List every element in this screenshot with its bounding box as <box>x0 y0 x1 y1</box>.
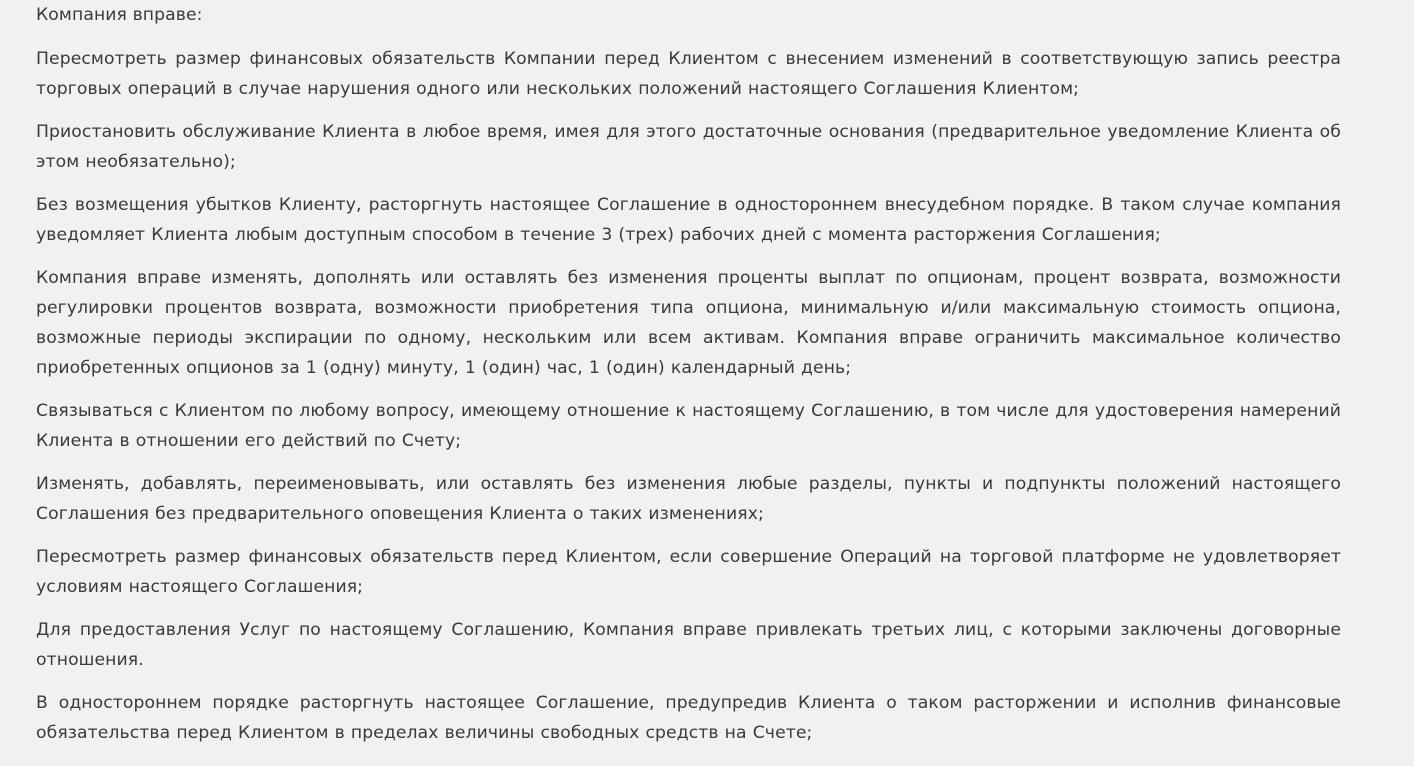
clause-9: В одностороннем порядке расторгнуть настоящее Соглашение, предупредив Клиента о таком расторжении и исполнив финансовые обязательства перед Клиентом в пределах величины свободных средств на Счете; <box>36 693 1341 743</box>
clause-1: Пересмотреть размер финансовых обязательств Компании перед Клиентом с внесением изменений в соответствующую запись реестра торговых операций в случае нарушения одного или нескольких положений настоящего Соглашения Клиентом; <box>36 49 1341 99</box>
clause-4: Компания вправе изменять, дополнять или оставлять без изменения проценты выплат по опционам, процент возврата, возможности регулировки процентов возврата, возможности приобретения типа опциона, минимальную и/или максимальную стоимость опциона, возможные периоды экспирации по одному, нескольким или всем активам. Компания вправе ограничить максимальное количество приобретенных опционов за 1 (одну) минуту, 1 (один) час, 1 (один) календарный день; <box>36 268 1341 378</box>
clause-8: Для предоставления Услуг по настоящему Соглашению, Компания вправе привлекать третьих лиц, с которыми заключены договорные отношения. <box>36 620 1341 670</box>
document-body <box>36 0 1341 761</box>
clause-2: Приостановить обслуживание Клиента в любое время, имея для этого достаточные основания (предварительное уведомление Клиента об этом необязательно); <box>36 122 1341 172</box>
clause-7: Пересмотреть размер финансовых обязательств перед Клиентом, если совершение Операций на торговой платформе не удовлетворяет условиям настоящего Соглашения; <box>36 547 1341 597</box>
clause-3: Без возмещения убытков Клиенту, расторгнуть настоящее Соглашение в одностороннем внесудебном порядке. В таком случае компания уведомляет Клиента любым доступным способом в течение 3 (трех) рабочих дней с момента расторжения Соглашения; <box>36 195 1341 245</box>
clause-5: Связываться с Клиентом по любому вопросу, имеющему отношение к настоящему Соглашению, в том числе для удостоверения намерений Клиента в отношении его действий по Счету; <box>36 401 1341 451</box>
section-intro: Компания вправе: <box>36 5 203 25</box>
clause-6: Изменять, добавлять, переименовывать, или оставлять без изменения любые разделы, пункты и подпункты положений настоящего Соглашения без предварительного оповещения Клиента о таких изменениях; <box>36 474 1341 524</box>
